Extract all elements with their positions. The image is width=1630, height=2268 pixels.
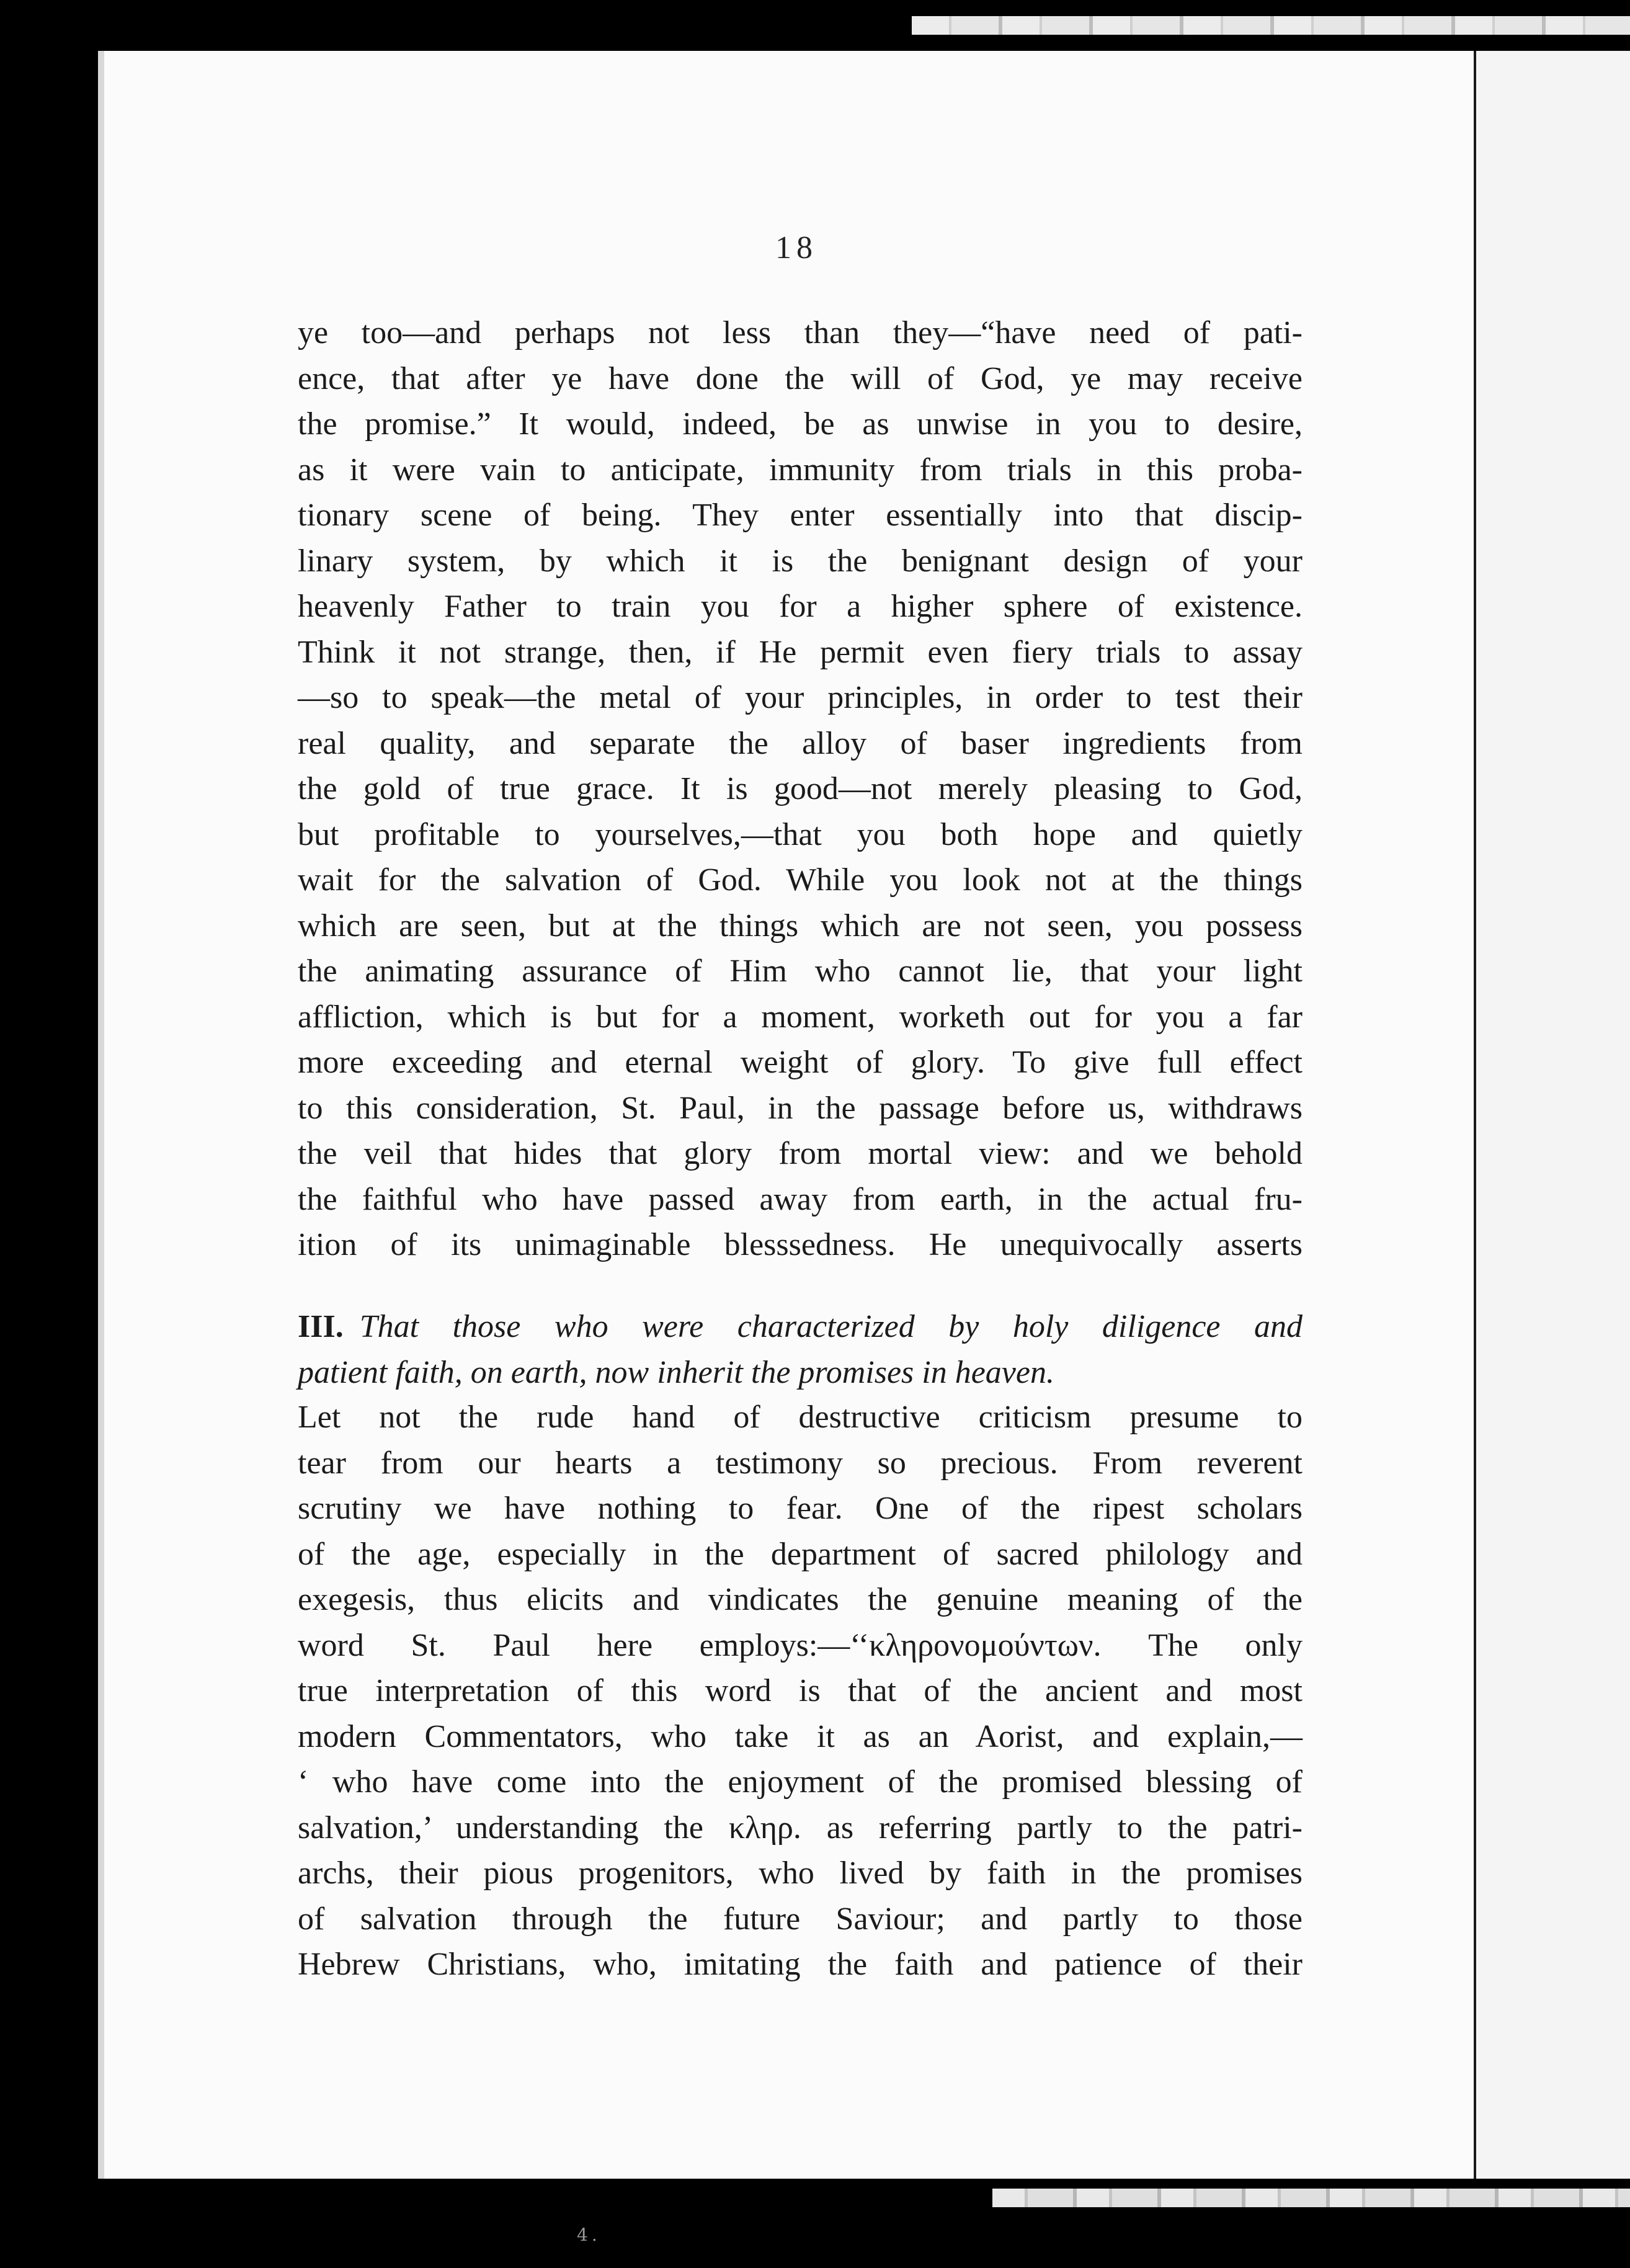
paragraph-continuation bbox=[298, 310, 1303, 1268]
text-line: —so to speak—the metal of your principles, in order to test their bbox=[298, 680, 1303, 715]
text-line: the veil that hides that glory from mortal view: and we behold bbox=[298, 1136, 1303, 1171]
text-line: Let not the rude hand of destructive criticism presume to bbox=[298, 1400, 1303, 1435]
text-line: true interpretation of this word is that of the ancient and most bbox=[298, 1673, 1303, 1708]
scan-edge-top bbox=[912, 16, 1630, 35]
section-numeral: III. bbox=[298, 1309, 344, 1344]
text-line: ‘ who have come into the enjoyment of the promised blessing of bbox=[298, 1764, 1303, 1800]
text-line: to this consideration, St. Paul, in the passage before us, withdraws bbox=[298, 1090, 1303, 1126]
paragraph-main bbox=[298, 1395, 1303, 1988]
text-line: archs, their pious progenitors, who lived by faith in the promises bbox=[298, 1855, 1303, 1891]
text-line: scrutiny we have nothing to fear. One of the ripest scholars bbox=[298, 1491, 1303, 1526]
text-line: which are seen, but at the things which are not seen, you possess bbox=[298, 908, 1303, 944]
heading-line: patient faith, on earth, now inherit the promises in heaven. bbox=[298, 1354, 1054, 1390]
text-line: more exceeding and eternal weight of glory. To give full effect bbox=[298, 1045, 1303, 1080]
text-line: wait for the salvation of God. While you look not at the things bbox=[298, 862, 1303, 898]
bottom-mark: 4. bbox=[577, 2225, 601, 2245]
section-heading bbox=[298, 1304, 1303, 1395]
text-line: affliction, which is but for a moment, worketh out for you a far bbox=[298, 999, 1303, 1035]
text-line: as it were vain to anticipate, immunity from trials in this proba- bbox=[298, 452, 1303, 488]
text-line: the promise.” It would, indeed, be as unwise in you to desire, bbox=[298, 406, 1303, 442]
text-line: salvation,’ understanding the κληρ. as referring partly to the patri- bbox=[298, 1810, 1303, 1846]
text-line: real quality, and separate the alloy of baser ingredients from bbox=[298, 725, 1303, 761]
text-line: the faithful who have passed away from earth, in the actual fru- bbox=[298, 1181, 1303, 1217]
page-number: 18 bbox=[775, 230, 817, 266]
text-line: but profitable to yourselves,—that you both hope and quietly bbox=[298, 816, 1303, 852]
text-line: word St. Paul here employs:—‘‘κληρονομούντων. The only bbox=[298, 1627, 1303, 1663]
text-line: Think it not strange, then, if He permit even fiery trials to assay bbox=[298, 634, 1303, 670]
text-line: linary system, by which it is the benignant design of your bbox=[298, 543, 1303, 579]
heading-text: That those who were characterized by holy diligence and bbox=[359, 1309, 1303, 1344]
text-line: of the age, especially in the department of sacred philology and bbox=[298, 1536, 1303, 1572]
text-line: ence, that after ye have done the will of God, ye may receive bbox=[298, 360, 1303, 396]
heading-line bbox=[298, 1304, 1303, 1350]
text-line: of salvation through the future Saviour; and partly to those bbox=[298, 1901, 1303, 1937]
text-line: exegesis, thus elicits and vindicates the genuine meaning of the bbox=[298, 1582, 1303, 1617]
text-line: heavenly Father to train you for a higher sphere of existence. bbox=[298, 589, 1303, 624]
text-line: tionary scene of being. They enter essentially into that discip- bbox=[298, 498, 1303, 533]
text-line: Hebrew Christians, who, imitating the faith and patience of their bbox=[298, 1947, 1303, 1982]
scan-edge-bottom bbox=[992, 2189, 1630, 2207]
text-line: ye too—and perhaps not less than they—“have need of pati- bbox=[298, 315, 1303, 350]
text-line: ition of its unimaginable blesssedness. He unequivocally asserts bbox=[298, 1227, 1303, 1262]
text-line: modern Commentators, who take it as an Aorist, and explain,— bbox=[298, 1718, 1303, 1754]
facing-page-edge bbox=[1472, 51, 1630, 2179]
text-line: the animating assurance of Him who cannot lie, that your light bbox=[298, 953, 1303, 989]
text-line: tear from our hearts a testimony so precious. From reverent bbox=[298, 1445, 1303, 1481]
text-line: the gold of true grace. It is good—not merely pleasing to God, bbox=[298, 771, 1303, 806]
